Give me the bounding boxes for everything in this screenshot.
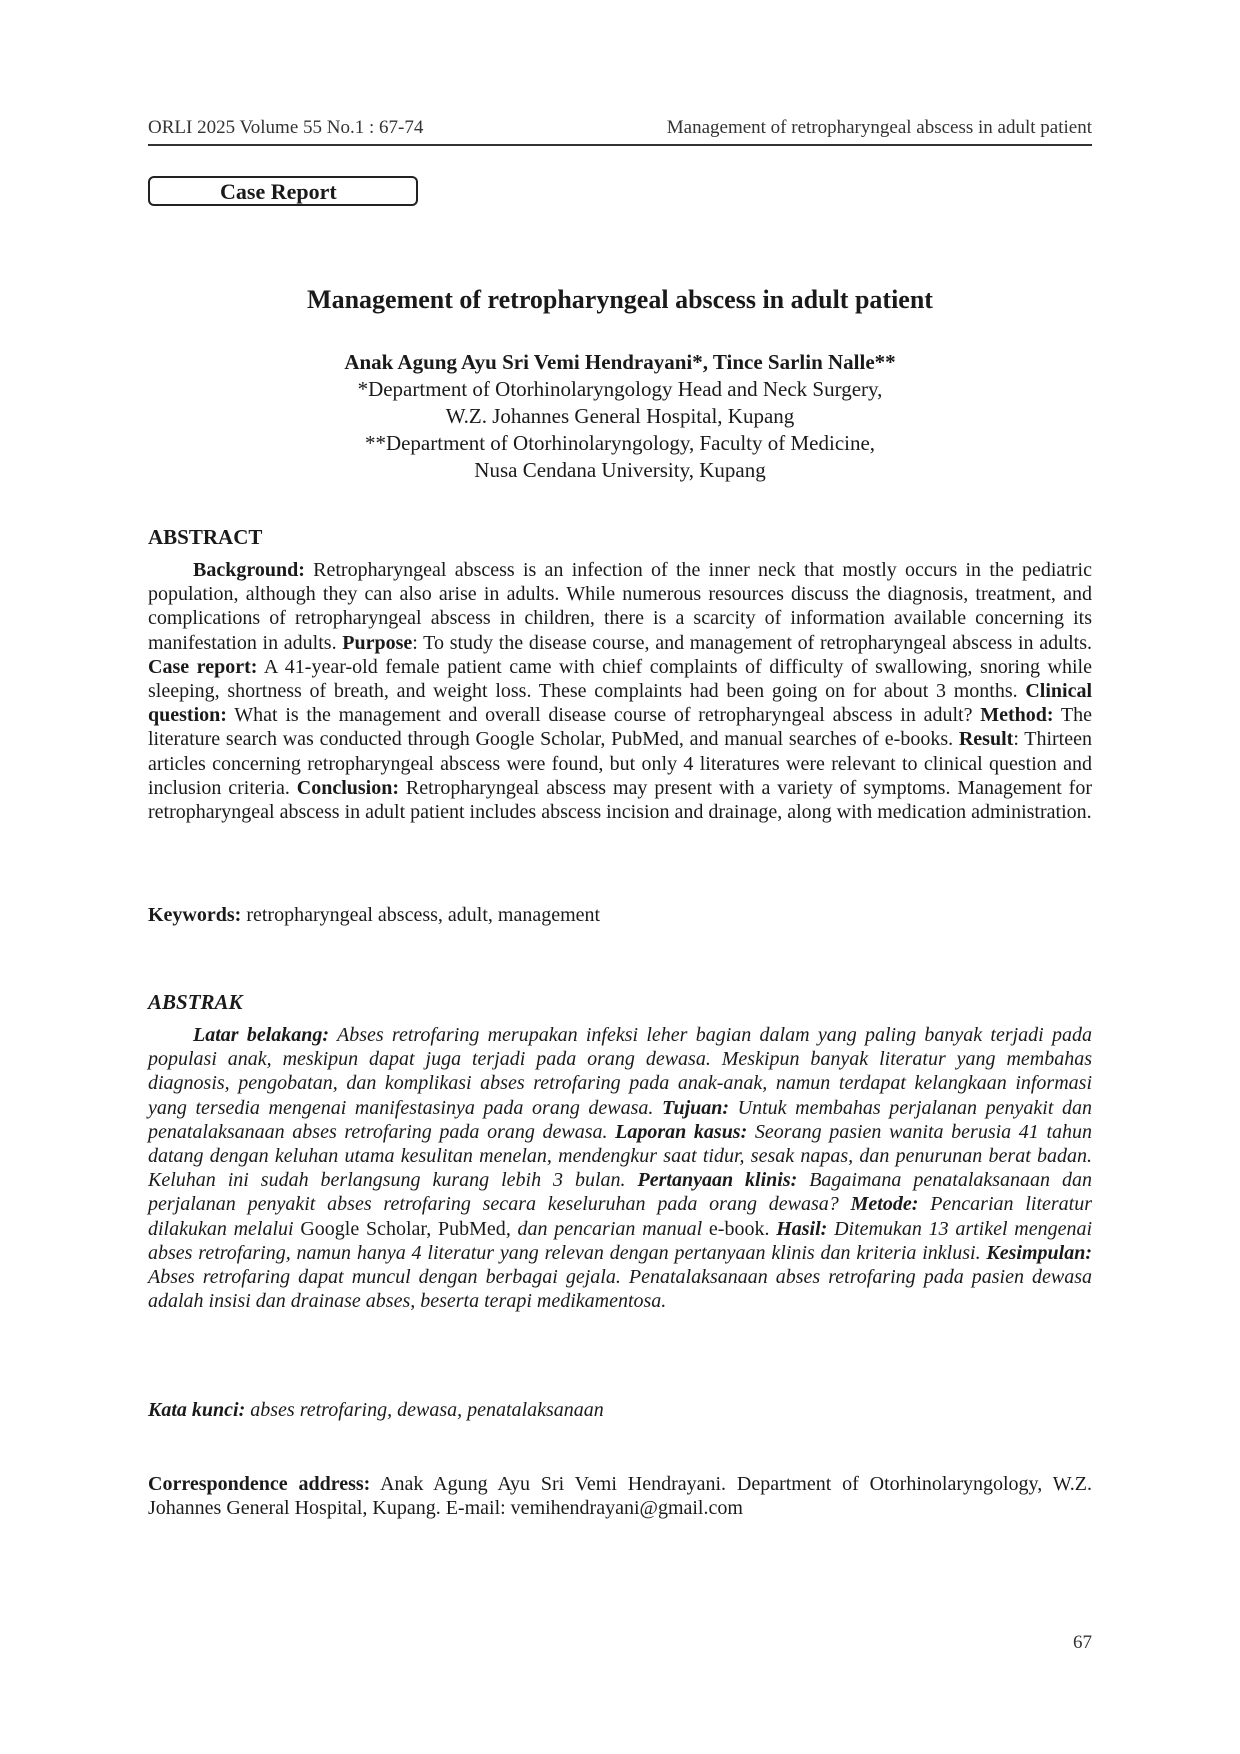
journal-page bbox=[148, 0, 1092, 1754]
purpose-text: : To study the disease course, and management of retropharyngeal abscess in adults. bbox=[412, 631, 1092, 654]
running-title: Management of retropharyngeal abscess in adult patient bbox=[666, 117, 1092, 138]
method-text: The literature search was conducted through Google Scholar, PubMed, and manual searches of e-books. bbox=[148, 704, 1093, 751]
abstrak-heading: ABSTRAK bbox=[148, 990, 243, 1014]
article-title: Management of retropharyngeal abscess in adult patient bbox=[307, 285, 933, 314]
tujuan-text: Untuk membahas perjalanan penyakit dan penatalaksanaan abses retrofaring pada orang dewasa. bbox=[148, 1096, 1092, 1143]
journal-citation: ORLI 2025 Volume 55 No.1 : 67-74 bbox=[148, 117, 424, 138]
conclusion-label: Conclusion: bbox=[296, 776, 400, 799]
correspondence-text: Anak Agung Ayu Sri Vemi Hendrayani. Department of Otorhinolaryngology, W.Z. Johannes General Hospital, Kupang. E-mail: vemihendrayani@gmail.com bbox=[148, 1473, 1092, 1519]
clinical-question-text: What is the management and overall disease course of retropharyngeal abscess in adult? bbox=[226, 704, 981, 727]
author-list: Anak Agung Ayu Sri Vemi Hendrayani*, Tince Sarlin Nalle** bbox=[344, 350, 896, 374]
pertanyaan-text: Bagaimana penatalaksanaan dan perjalanan penyakit abses retrofaring secara keseluruhan pada orang dewasa? bbox=[148, 1169, 1092, 1216]
keywords bbox=[148, 903, 1092, 927]
kata-kunci-text: abses retrofaring, dewasa, penatalaksanaan bbox=[245, 1399, 604, 1421]
metode-text-b: Google Scholar, PubMed bbox=[300, 1217, 506, 1240]
clinical-question-label: Clinical question: bbox=[148, 680, 1092, 727]
metode-text-a: Pencarian literatur dilakukan melalui bbox=[148, 1193, 1092, 1240]
kata-kunci bbox=[148, 1398, 1092, 1422]
affiliation-line-3: **Department of Otorhinolaryngology, Faculty of Medicine, bbox=[364, 431, 876, 455]
purpose-label: Purpose bbox=[342, 631, 413, 654]
article-type-badge: Case Report bbox=[148, 176, 418, 206]
affiliation-line-2: W.Z. Johannes General Hospital, Kupang bbox=[445, 404, 795, 428]
metode-text-d: e-book. bbox=[708, 1217, 770, 1240]
conclusion-text: Retropharyngeal abscess may present with a variety of symptoms. Management for retropharyngeal abscess in adult patient includes abscess incision and drainage, along with medication administration. bbox=[148, 776, 1093, 824]
pertanyaan-label: Pertanyaan klinis: bbox=[637, 1169, 798, 1192]
tujuan-label: Tujuan: bbox=[662, 1096, 730, 1119]
case-report-text: A 41-year-old female patient came with chief complaints of difficulty of swallowing, snoring while sleeping, shortness of breath, and weight loss. These complaints had been going on for about 3 months. bbox=[148, 655, 1092, 703]
latar-text: Abses retrofaring merupakan infeksi leher bagian dalam yang paling banyak terjadi pada populasi anak, meskipun dapat juga terjadi pada orang dewasa. Meskipun banyak literatur yang membahas diagnosis, pengobatan, dan komplikasi abses retrofaring pada anak-anak, namun terdapat kelangkaan informasi yang tersedia mengenai manifestasinya pada orang dewasa. bbox=[148, 1024, 1093, 1119]
page-number: 67 bbox=[1073, 1632, 1092, 1653]
abstract-body bbox=[148, 558, 1092, 824]
background-text: Retropharyngeal abscess is an infection of the inner neck that mostly occurs in the pediatric population, although they can also arise in adults. While numerous resources discuss the diagnosis, treatment, and complications of retropharyngeal abscess in children, there is a scarcity of information available concerning its manifestation in adults. bbox=[148, 559, 1092, 654]
latar-label: Latar belakang: bbox=[193, 1024, 330, 1046]
kesimpulan-text: Abses retrofaring dapat muncul dengan berbagai gejala. Penatalaksanaan abses retrofaring pada pasien dewasa adalah insisi dan drainase abses, beserta terapi medikamentosa. bbox=[148, 1266, 1092, 1313]
result-label: Result bbox=[958, 728, 1014, 751]
metode-label: Metode: bbox=[850, 1193, 919, 1216]
keywords-label: Keywords: bbox=[148, 904, 242, 926]
laporan-label: Laporan kasus: bbox=[615, 1120, 748, 1143]
hasil-label: Hasil: bbox=[769, 1217, 828, 1240]
running-header bbox=[148, 117, 1092, 147]
correspondence-label: Correspondence address: bbox=[148, 1473, 371, 1495]
keywords-text: retropharyngeal abscess, adult, management bbox=[241, 904, 601, 926]
kesimpulan-label: Kesimpulan: bbox=[986, 1241, 1092, 1264]
result-text: : Thirteen articles concerning retropharyngeal abscess were found, but only 4 literatures were relevant to clinical question and inclusion criteria. bbox=[148, 728, 1092, 799]
header-rule bbox=[148, 144, 1092, 146]
abstract-heading: ABSTRACT bbox=[148, 525, 263, 549]
abstrak-body bbox=[148, 1023, 1092, 1313]
case-report-label: Case report: bbox=[148, 655, 258, 678]
correspondence bbox=[148, 1472, 1092, 1520]
metode-text-c: , dan pencarian manual bbox=[505, 1217, 709, 1240]
laporan-text: Seorang pasien wanita berusia 41 tahun datang dengan keluhan utama kesulitan menelan, mendengkur saat tidur, sesak napas, dan penurunan berat badan. Keluhan ini sudah berlangsung kurang lebih 3 bulan. bbox=[148, 1120, 1092, 1192]
hasil-text: Ditemukan 13 artikel mengenai abses retrofaring, namun hanya 4 literatur yang relevan dengan pertanyaan klinis dan kriteria inklusi. bbox=[148, 1217, 1093, 1264]
method-label: Method: bbox=[980, 704, 1054, 727]
background-label: Background: bbox=[193, 559, 305, 581]
kata-kunci-label: Kata kunci: bbox=[148, 1399, 246, 1421]
affiliation-line-1: *Department of Otorhinolaryngology Head and Neck Surgery, bbox=[357, 377, 883, 401]
affiliation-line-4: Nusa Cendana University, Kupang bbox=[474, 458, 766, 482]
